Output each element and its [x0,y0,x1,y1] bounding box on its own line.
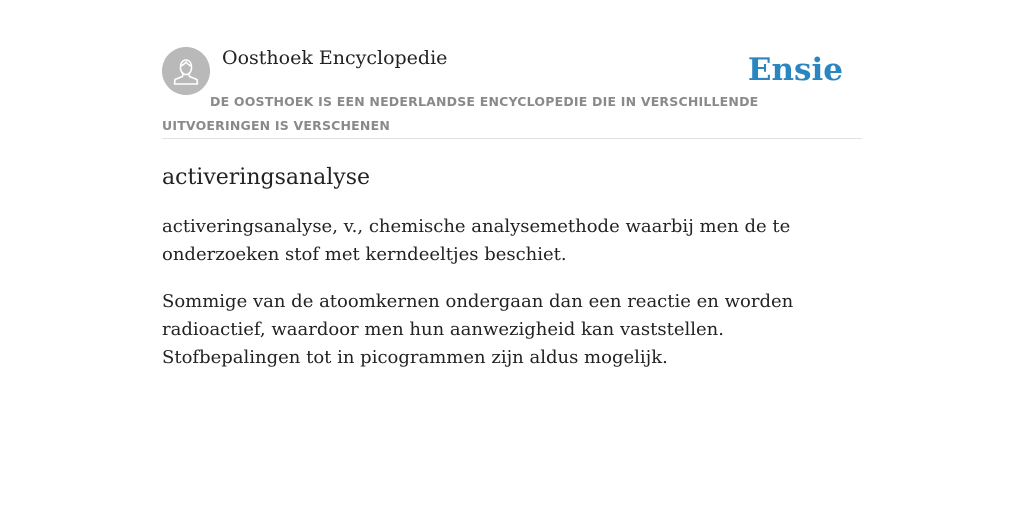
source-name[interactable]: Oosthoek Encyclopedie [222,47,448,69]
entry-paragraph-1: activeringsanalyse, v., chemische analysemethode waarbij men de te onderzoeken stof met kerndeeltjes beschiet. [162,216,791,265]
source-description: DE OOSTHOEK IS EEN NEDERLANDSE ENCYCLOPEDIE DIE IN VERSCHILLENDE UITVOERINGEN IS VERSCHENEN [162,94,759,133]
source-header [162,46,862,139]
entry-title: activeringsanalyse [162,165,371,190]
ensie-logo-link[interactable]: Ensie [747,52,843,88]
user-avatar-icon[interactable] [162,47,210,95]
page-container [162,46,862,372]
entry-paragraph-2: Sommige van de atoomkernen ondergaan dan een reactie en worden radioactief, waardoor men hun aanwezigheid kan vaststellen. Stofbepalingen tot in picogrammen zijn aldus mogelijk. [162,291,794,368]
